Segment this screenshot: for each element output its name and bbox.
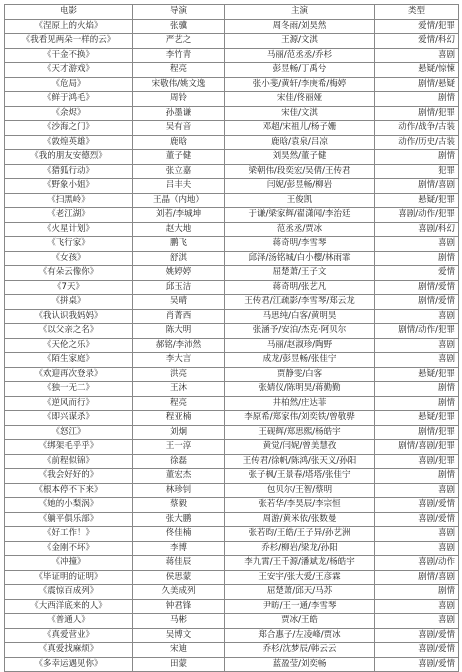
cell-cast: 成龙/彭昱畅/张佳宁 [225, 353, 375, 368]
table-row [5, 251, 459, 266]
cell-movie: 《干金不换》 [5, 48, 133, 63]
cell-genre: 悬疑/惊悚 [375, 63, 459, 78]
cell-movie: 《前程似锦》 [5, 454, 133, 469]
cell-director: 田蒙 [133, 657, 225, 672]
cell-director: 周铃 [133, 92, 225, 107]
cell-movie: 《我看见两朵一样的云》 [5, 34, 133, 49]
cell-genre: 爱情/科幻 [375, 34, 459, 49]
table-row [5, 614, 459, 629]
cell-director: 程亮 [133, 396, 225, 411]
cell-director: 吴晴 [133, 295, 225, 310]
cell-cast: 张子枫/王景春/塔塔/张佳宁 [225, 469, 375, 484]
cell-cast: 蒋奇明/张艺凡 [225, 280, 375, 295]
cell-director: 张立嘉 [133, 164, 225, 179]
cell-movie: 《大西洋底来的人》 [5, 599, 133, 614]
cell-director: 陈大明 [133, 324, 225, 339]
cell-genre: 喜剧/动作/犯罪 [375, 208, 459, 223]
cell-cast: 闫妮/彭昱畅/柳岩 [225, 179, 375, 194]
cell-cast: 王安宇/张大爱/王彦霖 [225, 570, 375, 585]
cell-genre: 剧情/爱情 [375, 280, 459, 295]
table-row [5, 121, 459, 136]
cell-director: 林珍钊 [133, 483, 225, 498]
cell-genre: 剧情 [375, 251, 459, 266]
cell-director: 赵大地 [133, 222, 225, 237]
cell-genre: 喜剧/爱情 [375, 657, 459, 672]
cell-cast: 王砚辉/郑思熙/杨皓宇 [225, 425, 375, 440]
cell-director: 李大言 [133, 353, 225, 368]
table-row [5, 498, 459, 513]
cell-movie: 《冲撞》 [5, 556, 133, 571]
cell-director: 吴博文 [133, 628, 225, 643]
cell-cast: 张婧仪/陈明昊/蒋勤勤 [225, 382, 375, 397]
cell-director: 徐磊 [133, 454, 225, 469]
cell-cast: 黄觉/闫妮/曾美慧孜 [225, 440, 375, 455]
table-row [5, 570, 459, 585]
cell-director: 郝铭/李沛然 [133, 338, 225, 353]
table-row [5, 527, 459, 542]
cell-director: 侯思蒙 [133, 570, 225, 585]
cell-genre: 喜剧 [375, 614, 459, 629]
cell-movie: 《野象小姐》 [5, 179, 133, 194]
table-row [5, 266, 459, 281]
cell-genre: 悬疑/犯罪 [375, 193, 459, 208]
cell-genre: 喜剧 [375, 599, 459, 614]
cell-genre: 动作/战争/古装 [375, 121, 459, 136]
cell-genre: 剧情 [375, 92, 459, 107]
cell-director: 佟佳楠 [133, 527, 225, 542]
cell-director: 久美成列 [133, 585, 225, 600]
cell-director: 宋敬伟/姚文逸 [133, 77, 225, 92]
cell-cast: 马丽/范丞丞/乔杉 [225, 48, 375, 63]
cell-movie: 《老江湖》 [5, 208, 133, 223]
cell-cast: 蓝盈莹/刘奕畅 [225, 657, 375, 672]
cell-genre: 剧情 [375, 585, 459, 600]
cell-movie: 《绑架毛乎乎》 [5, 440, 133, 455]
cell-cast: 宋佳/文淇 [225, 106, 375, 121]
cell-movie: 《天伦之乐》 [5, 338, 133, 353]
cell-movie: 《逆风而行》 [5, 396, 133, 411]
table-row [5, 585, 459, 600]
cell-genre: 剧情/喜剧 [375, 570, 459, 585]
cell-genre: 爱情 [375, 266, 459, 281]
cell-movie: 《毕证明的证明》 [5, 570, 133, 585]
cell-genre: 喜剧 [375, 338, 459, 353]
cell-director: 张骥 [133, 19, 225, 34]
table-row [5, 309, 459, 324]
cell-genre: 喜剧 [375, 237, 459, 252]
cell-director: 程亮 [133, 63, 225, 78]
cell-cast: 鹿晗/袁泉/吕凉 [225, 135, 375, 150]
cell-genre: 喜剧/爱情 [375, 643, 459, 658]
cell-cast: 王传君/徐帆/陈鸿/张天义/孙阳 [225, 454, 375, 469]
cell-cast: 李九霄/王千源/潘斌龙/杨皓宇 [225, 556, 375, 571]
table-row [5, 48, 459, 63]
cell-genre: 剧情/犯罪 [375, 425, 459, 440]
cell-director: 鹏飞 [133, 237, 225, 252]
cell-director: 孙墨谦 [133, 106, 225, 121]
table-row [5, 643, 459, 658]
table-row [5, 512, 459, 527]
cell-director: 鹿晗 [133, 135, 225, 150]
cell-genre: 喜剧/犯罪 [375, 454, 459, 469]
cell-movie: 《独一无二》 [5, 382, 133, 397]
cell-director: 刘若/李城坤 [133, 208, 225, 223]
cell-cast: 张涵予/安泊/杰克·阿贝尔 [225, 324, 375, 339]
cell-movie: 《真爱营业》 [5, 628, 133, 643]
cell-director: 姚婷婷 [133, 266, 225, 281]
table-row [5, 425, 459, 440]
cell-director: 吕丰夫 [133, 179, 225, 194]
cell-genre: 剧情/动作/犯罪 [375, 324, 459, 339]
cell-movie: 《多幸运遇见你》 [5, 657, 133, 672]
cell-genre: 剧情 [375, 396, 459, 411]
table-row [5, 469, 459, 484]
cell-genre: 喜剧 [375, 353, 459, 368]
cell-cast: 于谦/梁家辉/翟潇闻/李治廷 [225, 208, 375, 223]
table-body [5, 19, 459, 672]
cell-genre: 喜剧 [375, 541, 459, 556]
cell-cast: 乔杉/柳岩/梁龙/孙阳 [225, 541, 375, 556]
cell-director: 张大鹏 [133, 512, 225, 527]
table-row [5, 556, 459, 571]
cell-genre: 喜剧 [375, 483, 459, 498]
table-row [5, 135, 459, 150]
cell-cast: 马思纯/白客/黄明昊 [225, 309, 375, 324]
table-row [5, 440, 459, 455]
cell-cast: 郑合惠子/左凌峰/贾冰 [225, 628, 375, 643]
cell-movie: 《金刚不坏》 [5, 541, 133, 556]
cell-genre: 喜剧/动作 [375, 556, 459, 571]
header-director: 导演 [133, 5, 225, 20]
cell-cast: 张若华/李昊辰/李宗恒 [225, 498, 375, 513]
cell-cast: 屈楚萧/邱天/马苏 [225, 585, 375, 600]
cell-director: 李竹青 [133, 48, 225, 63]
table-row [5, 222, 459, 237]
cell-genre: 喜剧 [375, 309, 459, 324]
table-row [5, 193, 459, 208]
cell-cast: 范丞丞/贾冰 [225, 222, 375, 237]
table-row [5, 34, 459, 49]
cell-cast: 蒋奇明/李雪琴 [225, 237, 375, 252]
cell-director: 舒淇 [133, 251, 225, 266]
cell-movie: 《余烬》 [5, 106, 133, 121]
cell-cast: 乔杉/沈梦辰/韩云云 [225, 643, 375, 658]
cell-movie: 《敦煌英雄》 [5, 135, 133, 150]
cell-cast: 贾静雯/白客 [225, 367, 375, 382]
table-row [5, 295, 459, 310]
cell-cast: 张小斐/黄轩/李庚希/梅婷 [225, 77, 375, 92]
cell-cast: 梁朝伟/段奕宏/吴倩/王传君 [225, 164, 375, 179]
cell-genre: 动作/历史/古装 [375, 135, 459, 150]
cell-cast: 邱泽/汤铭城/白小樱/林雨霏 [225, 251, 375, 266]
cell-movie: 《我的朋友安德烈》 [5, 150, 133, 165]
table-row [5, 324, 459, 339]
cell-movie: 《真爱找麻烦》 [5, 643, 133, 658]
cell-genre: 剧情/悬疑 [375, 77, 459, 92]
cell-director: 邱玉洁 [133, 280, 225, 295]
cell-cast: 王俊凯 [225, 193, 375, 208]
cell-genre: 剧情 [375, 469, 459, 484]
cell-movie: 《扫黑岭》 [5, 193, 133, 208]
table-row [5, 106, 459, 121]
cell-cast: 李原希/郑家伟/刘奕铁/曾敬骅 [225, 411, 375, 426]
cell-genre: 剧情/犯罪 [375, 106, 459, 121]
cell-movie: 《火星计划》 [5, 222, 133, 237]
cell-director: 李博 [133, 541, 225, 556]
cell-cast: 邓超/宋祖儿/杨子姗 [225, 121, 375, 136]
table-row [5, 164, 459, 179]
cell-movie: 《普通人》 [5, 614, 133, 629]
cell-genre: 剧情/喜剧 [375, 179, 459, 194]
cell-movie: 《根本停不下来》 [5, 483, 133, 498]
cell-director: 宋迪 [133, 643, 225, 658]
header-cast: 主演 [225, 5, 375, 20]
table-row [5, 77, 459, 92]
cell-genre: 爱情/犯罪 [375, 19, 459, 34]
header-genre: 类型 [375, 5, 459, 20]
table-row [5, 338, 459, 353]
cell-movie: 《我认识我妈妈》 [5, 309, 133, 324]
cell-movie: 《怒江》 [5, 425, 133, 440]
cell-director: 马彬 [133, 614, 225, 629]
cell-genre: 喜剧/科幻 [375, 222, 459, 237]
cell-cast: 尹昉/王一通/李雪琴 [225, 599, 375, 614]
cell-cast: 周冬雨/刘昊然 [225, 19, 375, 34]
cell-genre: 悬疑/犯罪 [375, 411, 459, 426]
cell-genre: 喜剧/爱情 [375, 498, 459, 513]
cell-movie: 《飞行家》 [5, 237, 133, 252]
movie-table-container [4, 4, 459, 672]
cell-cast: 屈楚萧/王子文 [225, 266, 375, 281]
cell-movie: 《以父亲之名》 [5, 324, 133, 339]
cell-movie: 《好工作！》 [5, 527, 133, 542]
cell-genre: 喜剧/爱情 [375, 512, 459, 527]
cell-cast: 张若昀/王皓/王子异/孙艺洲 [225, 527, 375, 542]
table-row [5, 382, 459, 397]
cell-movie: 《有朵云像你》 [5, 266, 133, 281]
cell-movie: 《涅原上的火焰》 [5, 19, 133, 34]
movie-table [4, 4, 459, 672]
table-row [5, 353, 459, 368]
table-row [5, 280, 459, 295]
cell-director: 蒋佳辰 [133, 556, 225, 571]
cell-genre: 剧情 [375, 382, 459, 397]
table-row [5, 396, 459, 411]
table-row [5, 19, 459, 34]
cell-genre: 剧情/喜剧/犯罪 [375, 440, 459, 455]
cell-movie: 《即兴谋杀》 [5, 411, 133, 426]
cell-movie: 《她的小梨涡》 [5, 498, 133, 513]
cell-cast: 彭昱畅/丁禹兮 [225, 63, 375, 78]
cell-movie: 《危局》 [5, 77, 133, 92]
cell-movie: 《7天》 [5, 280, 133, 295]
cell-director: 蔡毅 [133, 498, 225, 513]
cell-genre: 喜剧/爱情 [375, 628, 459, 643]
table-row [5, 454, 459, 469]
cell-cast: 马丽/赵淑珍/陶野 [225, 338, 375, 353]
cell-director: 洪亮 [133, 367, 225, 382]
cell-movie: 《我会好好的》 [5, 469, 133, 484]
table-row [5, 208, 459, 223]
table-row [5, 92, 459, 107]
cell-movie: 《猎狐行动》 [5, 164, 133, 179]
cell-cast: 宋佳/佟丽娅 [225, 92, 375, 107]
cell-director: 严艺之 [133, 34, 225, 49]
table-row [5, 179, 459, 194]
table-row [5, 150, 459, 165]
table-row [5, 411, 459, 426]
cell-cast: 王传君/江疏影/李雪琴/郑云龙 [225, 295, 375, 310]
cell-movie: 《躺平俱乐部》 [5, 512, 133, 527]
cell-cast: 刘昊然/董子健 [225, 150, 375, 165]
cell-director: 董子健 [133, 150, 225, 165]
cell-movie: 《天才游戏》 [5, 63, 133, 78]
cell-director: 吴有音 [133, 121, 225, 136]
cell-director: 王一淳 [133, 440, 225, 455]
table-row [5, 237, 459, 252]
cell-movie: 《沙海之门》 [5, 121, 133, 136]
cell-cast: 王源/文淇 [225, 34, 375, 49]
cell-genre: 喜剧 [375, 527, 459, 542]
cell-movie: 《鲜于鸿毛》 [5, 92, 133, 107]
header-movie: 电影 [5, 5, 133, 20]
cell-movie: 《震惊百成列》 [5, 585, 133, 600]
cell-director: 王晶（内地） [133, 193, 225, 208]
table-row [5, 63, 459, 78]
cell-cast: 贾冰/王皓 [225, 614, 375, 629]
table-row [5, 367, 459, 382]
cell-genre: 悬疑/犯罪 [375, 367, 459, 382]
table-row [5, 628, 459, 643]
cell-cast: 周游/黄米依/张数曼 [225, 512, 375, 527]
cell-director: 肖菁西 [133, 309, 225, 324]
table-row [5, 541, 459, 556]
cell-director: 董宏杰 [133, 469, 225, 484]
cell-movie: 《女孩》 [5, 251, 133, 266]
cell-director: 王沐 [133, 382, 225, 397]
cell-movie: 《拼桌》 [5, 295, 133, 310]
cell-director: 程亚楠 [133, 411, 225, 426]
table-row [5, 599, 459, 614]
table-row [5, 483, 459, 498]
cell-cast: 包贝尔/王智/蔡明 [225, 483, 375, 498]
cell-movie: 《陌生家庭》 [5, 353, 133, 368]
cell-genre: 剧情 [375, 150, 459, 165]
cell-movie: 《欢迎再次登录》 [5, 367, 133, 382]
cell-genre: 喜剧 [375, 48, 459, 63]
cell-director: 刘炯 [133, 425, 225, 440]
cell-director: 钟君锋 [133, 599, 225, 614]
table-row [5, 657, 459, 672]
cell-cast: 井柏然/庄达菲 [225, 396, 375, 411]
cell-genre: 犯罪 [375, 164, 459, 179]
table-header-row [5, 5, 459, 20]
cell-genre: 剧情/爱情 [375, 295, 459, 310]
